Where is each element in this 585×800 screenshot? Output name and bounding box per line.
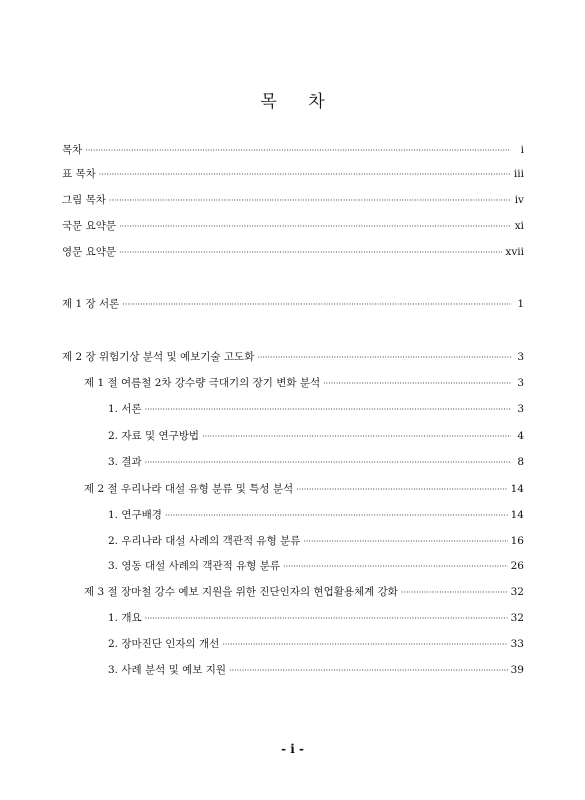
toc-entry-label: 3. 결과	[108, 456, 142, 468]
toc-entry-contents[interactable]	[62, 143, 524, 158]
leader-dots	[145, 403, 511, 417]
toc-entry-subsection[interactable]	[108, 534, 524, 549]
toc-entry-label: 1. 서론	[108, 403, 142, 415]
toc-entry-page: 33	[510, 638, 524, 650]
toc-entry-subsection[interactable]	[108, 637, 524, 652]
leader-dots	[99, 168, 511, 182]
toc-entry-label: 그림 목차	[62, 194, 106, 206]
leader-dots	[85, 144, 511, 158]
leader-dots	[283, 560, 508, 574]
toc-entry-label: 2. 자료 및 연구방법	[108, 430, 200, 442]
toc-entry-page: xvii	[505, 246, 524, 258]
toc-entry-list-of-tables[interactable]	[62, 167, 524, 182]
toc-entry-page: i	[520, 144, 524, 156]
leader-dots	[229, 664, 508, 678]
leader-dots	[303, 535, 507, 549]
leader-dots	[296, 483, 507, 497]
toc-entry-label: 제 1 장 서론	[62, 298, 120, 310]
toc-entry-label: 제 3 절 장마철 강수 예보 지원을 위한 진단인자의 현업활용체계 강화	[84, 586, 398, 598]
page-title: 목 차	[260, 92, 325, 112]
toc-entry-page: xi	[514, 220, 524, 232]
leader-dots	[145, 456, 511, 470]
toc-entry-page: 14	[510, 509, 524, 521]
toc-entry-subsection[interactable]	[108, 611, 524, 626]
toc-entry-label: 제 2 절 우리나라 대설 유형 분류 및 특성 분석	[84, 483, 294, 495]
toc-entry-label: 국문 요약문	[62, 220, 117, 232]
toc-entry-label: 표 목차	[62, 168, 96, 180]
toc-entry-label: 영문 요약문	[62, 246, 117, 258]
toc-entry-label: 1. 연구배경	[108, 509, 162, 521]
leader-dots	[165, 509, 508, 523]
toc-entry-page: 3	[517, 403, 524, 415]
leader-dots	[109, 194, 511, 208]
toc-entry-page: 26	[510, 560, 524, 572]
leader-dots	[257, 351, 511, 365]
toc-entry-page: 3	[517, 377, 524, 389]
toc-entry-subsection[interactable]	[108, 508, 524, 523]
leader-dots	[323, 377, 511, 391]
toc-entry-subsection[interactable]	[108, 663, 524, 678]
leader-dots	[145, 612, 508, 626]
toc-entry-page: 14	[510, 483, 524, 495]
toc-entry-subsection[interactable]	[108, 429, 524, 444]
toc-entry-chapter-1[interactable]	[62, 297, 524, 312]
toc-entry-page: 16	[510, 535, 524, 547]
leader-dots	[202, 430, 511, 444]
toc-entry-page: 32	[510, 586, 524, 598]
toc-entry-label: 2. 우리나라 대설 사례의 객관적 유형 분류	[108, 535, 301, 547]
toc-entry-english-summary[interactable]	[62, 245, 524, 260]
toc-entry-label: 제 2 장 위험기상 분석 및 예보기술 고도화	[62, 351, 255, 363]
leader-dots	[401, 586, 508, 600]
toc-entry-label: 1. 개요	[108, 612, 142, 624]
toc-entry-page: 3	[517, 351, 524, 363]
toc-entry-page: iii	[513, 168, 524, 180]
toc-entry-korean-summary[interactable]	[62, 219, 524, 234]
toc-entry-subsection[interactable]	[108, 559, 524, 574]
leader-dots	[119, 246, 502, 260]
toc-entry-page: 8	[517, 456, 524, 468]
toc-entry-label: 3. 사례 분석 및 예보 지원	[108, 664, 226, 676]
toc-entry-label: 제 1 절 여름철 2차 강수량 극대기의 장기 변화 분석	[84, 377, 321, 389]
toc-entry-label: 목차	[62, 144, 83, 156]
toc-entry-page: 1	[517, 298, 524, 310]
toc-entry-page: 4	[517, 430, 524, 442]
leader-dots	[119, 220, 511, 234]
toc-entry-page: iv	[514, 194, 524, 206]
toc-entry-page: 39	[510, 664, 524, 676]
toc-entry-chapter-2[interactable]	[62, 350, 524, 365]
toc-entry-section-3[interactable]	[84, 585, 524, 600]
toc-entry-section-1[interactable]	[84, 376, 524, 391]
toc-entry-subsection[interactable]	[108, 402, 524, 417]
toc-entry-subsection[interactable]	[108, 455, 524, 470]
leader-dots	[122, 298, 511, 312]
toc-entry-label: 2. 장마진단 인자의 개선	[108, 638, 220, 650]
toc-entry-section-2[interactable]	[84, 482, 524, 497]
page-number-footer: - i -	[281, 742, 304, 756]
toc-entry-label: 3. 영동 대설 사례의 객관적 유형 분류	[108, 560, 281, 572]
toc-entry-page: 32	[510, 612, 524, 624]
leader-dots	[222, 638, 507, 652]
toc-entry-list-of-figures[interactable]	[62, 193, 524, 208]
